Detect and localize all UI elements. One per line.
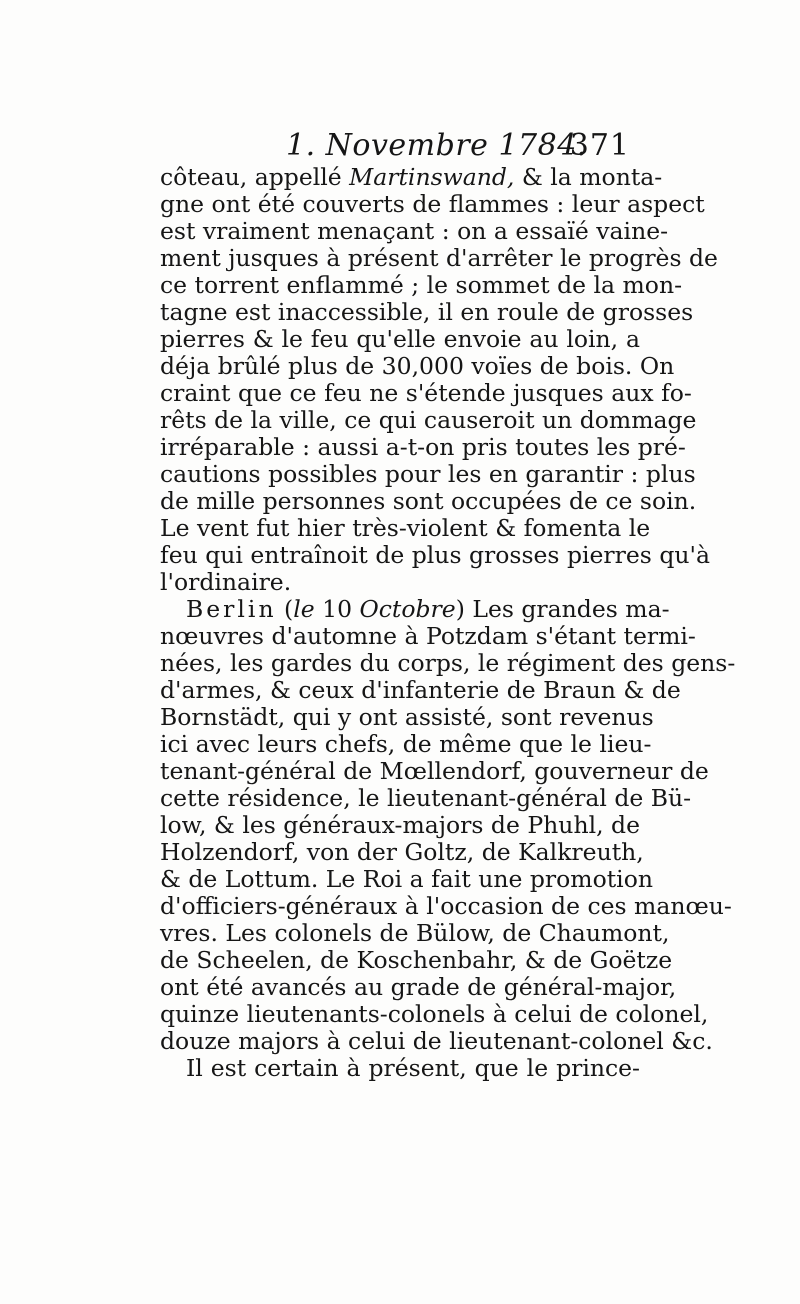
text-line (160, 352, 675, 380)
text-run: l'ordinaire. (160, 568, 292, 596)
text-run: low, & les généraux-majors de Phuhl, de (160, 811, 640, 839)
text-run: est vraiment menaçant : on a essaïé vaine- (160, 217, 669, 245)
text-run: Bornstädt, qui y ont assisté, sont revenus (160, 703, 654, 731)
text-line (160, 326, 640, 353)
dateline-place: Berlin (186, 595, 277, 623)
text-run: Holzendorf, von der Goltz, de Kalkreuth, (160, 838, 644, 866)
text-run: tenant-général de Mœllendorf, gouverneur de (160, 757, 709, 785)
text-line (160, 217, 669, 245)
text-line (160, 379, 692, 407)
text-line (160, 406, 697, 434)
text-run: d'officiers-généraux à l'occasion de ces manœu- (160, 892, 732, 920)
text-line (160, 757, 709, 785)
text-run: Le vent fut hier très-violent & fomenta le (160, 514, 651, 542)
text-run: de mille personnes sont occupées de ce soin. (160, 487, 697, 515)
text-run: irréparable : aussi a-t-on pris toutes les pré- (160, 433, 686, 461)
text-line (160, 460, 696, 488)
text-line (160, 1000, 709, 1028)
text-run: pierres & le feu qu'elle envoie au loin, a (160, 325, 640, 353)
text-run: ment jusques à présent d'arrêter le progrès de (160, 244, 718, 272)
text-run: vres. Les colonels de Bülow, de Chaumont, (160, 919, 670, 947)
text-line (160, 812, 640, 839)
italic-text: Martinswand, (349, 163, 515, 191)
text-run: ) Les grandes ma- (455, 595, 670, 623)
text-line (160, 784, 692, 812)
text-line (160, 973, 677, 1001)
page-header (160, 128, 640, 164)
text-run: d'armes, & ceux d'infanterie de Braun & de (160, 676, 681, 704)
text-line (160, 271, 683, 299)
text-line (160, 649, 736, 677)
text-line (160, 865, 653, 893)
text-line (160, 892, 732, 920)
text-run: gne ont été couverts de flammes : leur aspect (160, 190, 705, 218)
text-run: cette résidence, le lieutenant-général de Bü- (160, 784, 692, 812)
italic-text: le (293, 595, 315, 623)
running-title: 1. Novembre 1784. (286, 128, 587, 163)
text-line (160, 541, 710, 569)
text-run: ici avec leurs chefs, de même que le lieu- (160, 730, 652, 758)
text-line (160, 1055, 640, 1082)
text-line (160, 163, 663, 191)
text-run: déja brûlé plus de 30,000 voïes de bois. On (160, 352, 675, 380)
text-line (160, 622, 696, 650)
text-run: douze majors à celui de lieutenant-colonel &c. (160, 1027, 713, 1055)
text-run: ce torrent enflammé ; le sommet de la mon- (160, 271, 683, 299)
text-line (160, 298, 694, 326)
text-run: Il est certain à présent, que le prince- (186, 1054, 640, 1082)
text-line (160, 514, 651, 542)
text-line (160, 569, 640, 596)
text-run: tagne est inaccessible, il en roule de grosses (160, 298, 694, 326)
text-line (160, 244, 718, 272)
text-line (160, 838, 644, 866)
text-run: de Scheelen, de Koschenbahr, & de Goëtze (160, 946, 673, 974)
text-line (160, 730, 652, 758)
body-text (160, 163, 736, 1082)
text-line (160, 433, 686, 461)
text-line (160, 595, 670, 623)
text-run: 10 (314, 595, 360, 623)
text-run: & de Lottum. Le Roi a fait une promotion (160, 865, 653, 893)
text-run: quinze lieutenants-colonels à celui de colonel, (160, 1000, 709, 1028)
text-run: craint que ce feu ne s'étende jusques aux fo- (160, 379, 692, 407)
text-run: feu qui entraînoit de plus grosses pierres qu'à (160, 541, 710, 569)
text-line (160, 1027, 713, 1055)
text-run: ont été avancés au grade de général-major, (160, 973, 677, 1001)
text-line (160, 190, 705, 218)
text-line (160, 919, 670, 947)
text-run: & la monta- (514, 163, 663, 191)
text-run: nœuvres d'automne à Potzdam s'étant termi- (160, 622, 696, 650)
text-line (160, 487, 697, 515)
page-number: 371 (569, 128, 630, 163)
text-line (160, 703, 654, 731)
italic-text: Octobre (359, 595, 456, 623)
text-run: côteau, appellé (160, 163, 350, 191)
text-line (160, 946, 673, 974)
text-run: nées, les gardes du corps, le régiment des gens- (160, 649, 736, 677)
text-run: ( (276, 595, 294, 623)
text-run: cautions possibles pour les en garantir : plus (160, 460, 696, 488)
text-line (160, 676, 681, 704)
text-run: rêts de la ville, ce qui causeroit un dommage (160, 406, 697, 434)
